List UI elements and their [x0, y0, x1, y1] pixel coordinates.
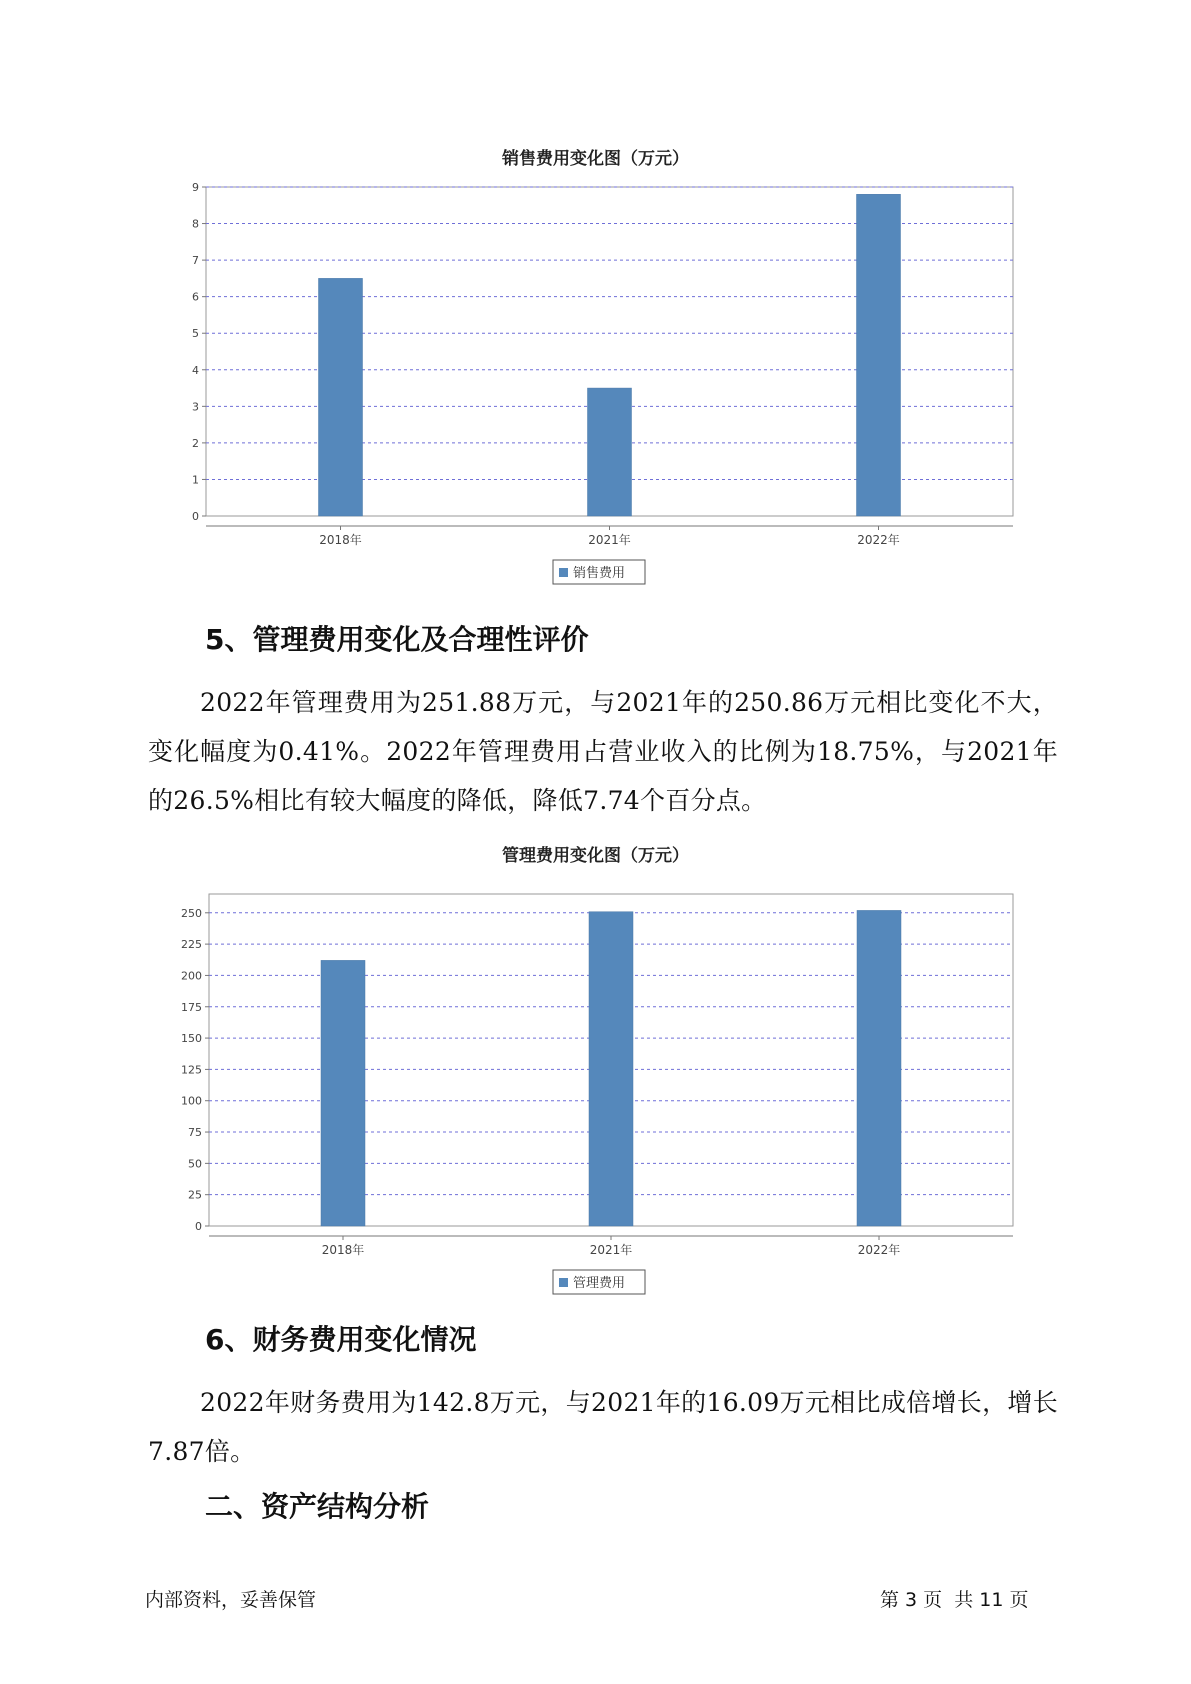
y-tick-label: 100 [181, 1094, 202, 1108]
x-tick-label: 2018年 [321, 1243, 365, 1257]
sales-expense-chart [0, 160, 1191, 580]
bar-2021年 [589, 912, 633, 1226]
sales-chart-title: 销售费用变化图（万元） [502, 149, 689, 169]
y-tick-label: 75 [188, 1126, 202, 1140]
section-heading-admin: 5、管理费用变化及合理性评价 [205, 623, 589, 656]
y-tick-label: 225 [181, 938, 202, 952]
bar-2021年 [588, 388, 632, 516]
footer-page-number: 第 3 页 共 11 页 [880, 1589, 1029, 1611]
y-tick-label: 50 [188, 1157, 202, 1171]
y-tick-label: 7 [192, 254, 199, 268]
admin-expense-chart [0, 860, 1191, 1291]
y-tick-label: 200 [181, 969, 202, 983]
y-tick-label: 150 [181, 1032, 202, 1046]
admin-chart-title: 管理费用变化图（万元） [502, 846, 689, 866]
y-tick-label: 5 [192, 327, 199, 341]
y-tick-label: 0 [192, 510, 199, 523]
section-heading-finance: 6、财务费用变化情况 [205, 1323, 477, 1356]
x-tick-label: 2022年 [857, 533, 900, 547]
legend-swatch [559, 568, 568, 577]
section-heading-assets: 二、资产结构分析 [205, 1490, 430, 1523]
y-tick-label: 9 [192, 181, 199, 194]
bar-2022年 [857, 194, 901, 516]
x-tick-label: 2021年 [588, 533, 631, 547]
paragraph-admin: 2022年管理费用为251.88万元，与2021年的250.86万元相比变化不大，变化幅度为0.41%。2022年管理费用占营业收入的比例为18.75%，与2021年的26.5%相比有较大幅度的降低，降低7.74个百分点。 [148, 688, 1058, 815]
y-tick-label: 2 [192, 436, 199, 450]
y-tick-label: 3 [192, 400, 199, 414]
y-tick-label: 250 [181, 906, 202, 920]
legend-label: 销售费用 [573, 566, 626, 581]
y-tick-label: 8 [192, 217, 199, 231]
x-tick-label: 2021年 [589, 1243, 633, 1257]
y-tick-label: 6 [192, 290, 199, 304]
y-tick-label: 4 [192, 363, 199, 377]
y-tick-label: 1 [192, 473, 199, 487]
y-tick-label: 125 [181, 1063, 202, 1077]
legend-label: 管理费用 [573, 1276, 626, 1291]
y-tick-label: 175 [181, 1000, 202, 1014]
bar-2022年 [857, 910, 901, 1226]
bar-2018年 [319, 278, 363, 516]
legend-swatch [559, 1278, 568, 1287]
paragraph-finance: 2022年财务费用为142.8万元，与2021年的16.09万元相比成倍增长，增长7.87倍。 [148, 1388, 1058, 1466]
bar-2018年 [321, 960, 365, 1226]
x-tick-label: 2022年 [857, 1243, 901, 1257]
y-tick-label: 0 [195, 1220, 202, 1233]
y-tick-label: 25 [188, 1188, 202, 1202]
footer-confidential: 内部资料，妥善保管 [145, 1589, 317, 1611]
x-tick-label: 2018年 [319, 533, 362, 547]
